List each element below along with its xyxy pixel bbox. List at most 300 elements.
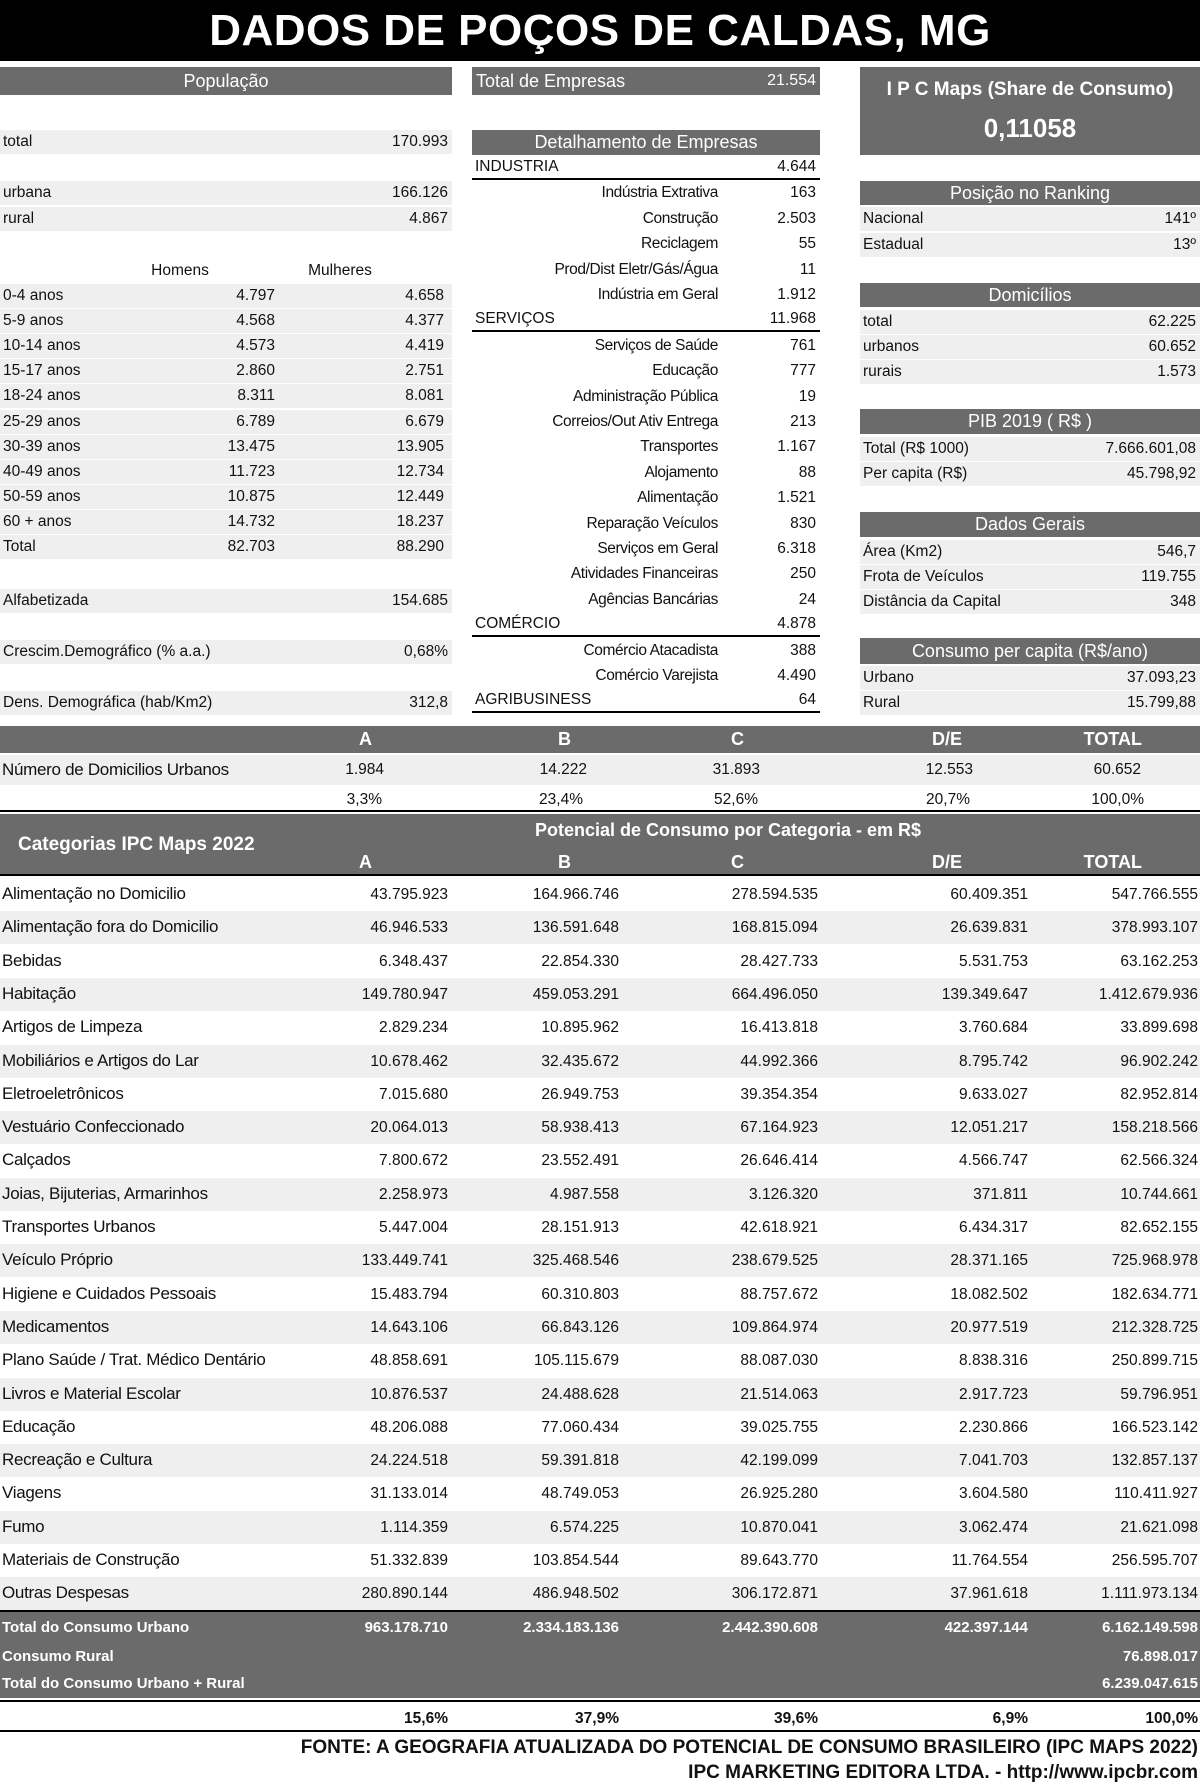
empresa-value: 4.644 bbox=[777, 158, 816, 175]
cat-val-c: 28.427.733 bbox=[740, 953, 818, 970]
domicilios-header: Domicílios bbox=[860, 283, 1200, 307]
faixa-label: 18-24 anos bbox=[3, 387, 81, 404]
empresa-row bbox=[472, 664, 820, 688]
categorias-title: Categorias IPC Maps 2022 bbox=[18, 834, 255, 855]
empresa-label: AGRIBUSINESS bbox=[475, 691, 592, 708]
total-geral-value: 6.239.047.615 bbox=[1102, 1675, 1198, 1692]
categoria-row bbox=[0, 911, 1200, 944]
faixa-label: 5-9 anos bbox=[3, 312, 64, 329]
empresa-row bbox=[472, 410, 820, 434]
pop-rural-value: 4.867 bbox=[409, 210, 448, 227]
pop-gender-header bbox=[0, 259, 452, 283]
empresa-label: Alimentação bbox=[637, 489, 718, 506]
cat-val-de: 7.041.703 bbox=[959, 1452, 1028, 1469]
faixa-row bbox=[0, 485, 452, 509]
categoria-row bbox=[0, 878, 1200, 911]
faixa-label: 60 + anos bbox=[3, 513, 72, 530]
domicilios-classes-header bbox=[0, 726, 1200, 753]
cat-val-de: 12.051.217 bbox=[950, 1119, 1028, 1136]
categoria-row bbox=[0, 1011, 1200, 1044]
cat-val-a: 7.015.680 bbox=[379, 1086, 448, 1103]
cat-val-de: 3.760.684 bbox=[959, 1019, 1028, 1036]
categoria-name: Recreação e Cultura bbox=[2, 1450, 153, 1469]
cat-val-total: 21.621.098 bbox=[1120, 1519, 1198, 1536]
faixa-label: 15-17 anos bbox=[3, 362, 81, 379]
empresa-value: 24 bbox=[798, 591, 816, 608]
faixa-homens: 4.568 bbox=[236, 312, 275, 329]
empresa-section-row bbox=[472, 308, 820, 332]
faixa-homens: 82.703 bbox=[227, 538, 275, 555]
total-urbano-b: 2.334.183.136 bbox=[523, 1619, 619, 1636]
cat-val-a: 280.890.144 bbox=[361, 1585, 448, 1602]
cat-val-c: 88.757.672 bbox=[740, 1286, 818, 1303]
domicilios-pct-row bbox=[0, 787, 1200, 812]
total-empresas-value: 21.554 bbox=[767, 72, 816, 89]
dom-col-a: A bbox=[359, 729, 372, 749]
frota-row bbox=[860, 565, 1200, 589]
pct-a: 15,6% bbox=[404, 1710, 448, 1727]
empresa-value: 4.878 bbox=[777, 615, 816, 632]
cat-val-b: 164.966.746 bbox=[532, 886, 619, 903]
categoria-row bbox=[0, 1511, 1200, 1544]
potencial-title: Potencial de Consumo por Categoria - em R$ bbox=[535, 820, 922, 840]
empresa-value: 761 bbox=[790, 337, 816, 354]
pop-rural-row bbox=[0, 207, 452, 231]
fonte-line-1: FONTE: A GEOGRAFIA ATUALIZADA DO POTENCIAL DE CONSUMO BRASILEIRO (IPC MAPS 2022) bbox=[300, 1737, 1198, 1758]
cat-val-a: 43.795.923 bbox=[370, 886, 448, 903]
dom-val-b: 14.222 bbox=[539, 761, 587, 778]
faixa-homens: 8.311 bbox=[237, 387, 275, 404]
consumo-pc-header: Consumo per capita (R$/ano) bbox=[860, 638, 1200, 664]
faixa-row bbox=[0, 384, 452, 408]
faixa-label: 50-59 anos bbox=[3, 488, 81, 505]
faixa-mulheres: 4.377 bbox=[405, 312, 444, 329]
cat-val-b: 77.060.434 bbox=[541, 1419, 619, 1436]
cat-val-total: 132.857.137 bbox=[1111, 1452, 1198, 1469]
dom-pct-total: 100,0% bbox=[1091, 791, 1144, 808]
categoria-row bbox=[0, 1078, 1200, 1111]
categoria-name: Vestuário Confeccionado bbox=[2, 1117, 185, 1136]
cat-val-b: 486.948.502 bbox=[532, 1585, 619, 1602]
empresa-label: Comércio Varejista bbox=[595, 667, 718, 684]
cat-val-de: 2.917.723 bbox=[959, 1386, 1028, 1403]
empresa-row bbox=[472, 562, 820, 586]
dom-col-c: C bbox=[731, 729, 744, 749]
dens-label: Dens. Demográfica (hab/Km2) bbox=[3, 694, 213, 711]
faixa-homens: 4.573 bbox=[236, 337, 275, 354]
dom-col-de: D/E bbox=[931, 729, 962, 749]
populacao-header: População bbox=[0, 67, 452, 95]
ranking-nacional-value: 141º bbox=[1164, 210, 1196, 227]
empresa-value: 1.167 bbox=[777, 438, 816, 455]
cat-col-a: A bbox=[359, 852, 372, 872]
cat-val-a: 1.114.359 bbox=[380, 1519, 448, 1536]
categoria-name: Habitação bbox=[2, 984, 76, 1003]
faixa-mulheres: 12.734 bbox=[396, 463, 444, 480]
cat-val-de: 9.633.027 bbox=[959, 1086, 1028, 1103]
pop-rural-label: rural bbox=[3, 210, 35, 227]
faixa-mulheres: 18.237 bbox=[396, 513, 444, 530]
ipc-share-label: I P C Maps (Share de Consumo) bbox=[886, 78, 1174, 100]
pop-total-label: total bbox=[3, 133, 33, 150]
dom-urb-value: 60.652 bbox=[1148, 338, 1196, 355]
faixa-homens: 4.797 bbox=[236, 287, 275, 304]
cat-val-c: 109.864.974 bbox=[731, 1319, 818, 1336]
cat-col-c: C bbox=[731, 852, 744, 872]
empresa-section-row bbox=[472, 613, 820, 637]
alfab-row bbox=[0, 589, 452, 613]
cat-val-c: 3.126.320 bbox=[749, 1186, 818, 1203]
cat-val-total: 158.218.566 bbox=[1111, 1119, 1198, 1136]
empresa-label: Educação bbox=[652, 362, 718, 379]
cat-val-de: 3.604.580 bbox=[959, 1485, 1028, 1502]
dom-col-total: TOTAL bbox=[1083, 729, 1142, 749]
cat-val-a: 48.206.088 bbox=[370, 1419, 448, 1436]
faixa-label: 0-4 anos bbox=[3, 287, 64, 304]
cat-val-c: 26.646.414 bbox=[740, 1152, 818, 1169]
totais-block bbox=[0, 1610, 1200, 1698]
empresa-value: 19 bbox=[798, 388, 816, 405]
categoria-name: Joias, Bijuterias, Armarinhos bbox=[2, 1184, 208, 1203]
cat-val-total: 378.993.107 bbox=[1111, 919, 1198, 936]
categoria-row bbox=[0, 1111, 1200, 1144]
total-urbano-a: 963.178.710 bbox=[364, 1619, 448, 1636]
dom-val-de: 12.553 bbox=[925, 761, 973, 778]
categoria-name: Higiene e Cuidados Pessoais bbox=[2, 1284, 216, 1303]
pct-de: 6,9% bbox=[992, 1710, 1028, 1727]
cat-val-total: 250.899.715 bbox=[1111, 1352, 1198, 1369]
faixa-row bbox=[0, 410, 452, 434]
cat-val-b: 325.468.546 bbox=[532, 1252, 619, 1269]
faixa-mulheres: 88.290 bbox=[396, 538, 444, 555]
cat-val-total: 166.523.142 bbox=[1111, 1419, 1198, 1436]
pib-total-value: 7.666.601,08 bbox=[1105, 440, 1196, 457]
cat-val-b: 136.591.648 bbox=[532, 919, 619, 936]
cat-val-c: 67.164.923 bbox=[740, 1119, 818, 1136]
categoria-name: Outras Despesas bbox=[2, 1583, 129, 1602]
cat-val-c: 16.413.818 bbox=[740, 1019, 818, 1036]
cat-val-a: 20.064.013 bbox=[370, 1119, 448, 1136]
categoria-row bbox=[0, 1411, 1200, 1444]
categoria-row bbox=[0, 1544, 1200, 1577]
empresa-value: 2.503 bbox=[777, 210, 816, 227]
cat-val-c: 21.514.063 bbox=[740, 1386, 818, 1403]
cat-val-de: 18.082.502 bbox=[950, 1286, 1028, 1303]
area-value: 546,7 bbox=[1157, 543, 1196, 560]
categoria-row bbox=[0, 1444, 1200, 1477]
categoria-row bbox=[0, 1344, 1200, 1377]
empresa-row bbox=[472, 283, 820, 307]
pct-consumo-row bbox=[0, 1700, 1200, 1732]
categoria-name: Mobiliários e Artigos do Lar bbox=[2, 1051, 199, 1070]
cat-val-c: 39.025.755 bbox=[740, 1419, 818, 1436]
empresa-value: 6.318 bbox=[777, 540, 816, 557]
categoria-name: Alimentação fora do Domicilio bbox=[2, 917, 219, 936]
cat-val-a: 2.829.234 bbox=[379, 1019, 448, 1036]
cat-val-c: 39.354.354 bbox=[740, 1086, 818, 1103]
pct-total: 100,0% bbox=[1145, 1710, 1198, 1727]
empresa-value: 11 bbox=[799, 261, 816, 278]
cat-val-b: 58.938.413 bbox=[541, 1119, 619, 1136]
categoria-row bbox=[0, 1311, 1200, 1344]
pib-pc-value: 45.798,92 bbox=[1127, 465, 1196, 482]
ranking-nacional-row bbox=[860, 207, 1200, 231]
domicilios-urbanos-label: Número de Domicilios Urbanos bbox=[2, 760, 229, 779]
faixa-row bbox=[0, 309, 452, 333]
categoria-name: Alimentação no Domicilio bbox=[2, 884, 186, 903]
categoria-row bbox=[0, 1244, 1200, 1277]
categoria-row bbox=[0, 1178, 1200, 1211]
empresa-row bbox=[472, 258, 820, 282]
empresa-value: 388 bbox=[790, 642, 816, 659]
cat-val-a: 31.133.014 bbox=[370, 1485, 448, 1502]
cat-val-de: 11.764.554 bbox=[951, 1552, 1028, 1569]
faixa-mulheres: 8.081 bbox=[405, 387, 444, 404]
ranking-nacional-label: Nacional bbox=[863, 210, 924, 227]
categoria-name: Veículo Próprio bbox=[2, 1250, 113, 1269]
faixa-row bbox=[0, 284, 452, 308]
categoria-name: Calçados bbox=[2, 1150, 71, 1169]
cat-val-de: 8.838.316 bbox=[959, 1352, 1028, 1369]
dom-total-label: total bbox=[863, 313, 893, 330]
total-urbano-total: 6.162.149.598 bbox=[1102, 1619, 1198, 1636]
pib-pc-label: Per capita (R$) bbox=[863, 465, 968, 482]
cat-val-a: 10.678.462 bbox=[370, 1053, 448, 1070]
empresa-label: Reciclagem bbox=[641, 235, 718, 252]
pop-total-value: 170.993 bbox=[391, 133, 448, 150]
domicilios-urbanos-row bbox=[0, 755, 1200, 785]
faixa-row bbox=[0, 510, 452, 534]
cat-val-de: 3.062.474 bbox=[959, 1519, 1028, 1536]
cat-val-c: 89.643.770 bbox=[740, 1552, 818, 1569]
empresa-label: Reparação Veículos bbox=[586, 515, 718, 532]
empresa-label: Alojamento bbox=[644, 464, 718, 481]
categoria-name: Medicamentos bbox=[2, 1317, 109, 1336]
cat-val-total: 10.744.661 bbox=[1120, 1186, 1198, 1203]
cat-val-de: 4.566.747 bbox=[959, 1152, 1028, 1169]
faixa-mulheres: 2.751 bbox=[405, 362, 444, 379]
faixa-homens: 2.860 bbox=[236, 362, 275, 379]
cat-val-c: 238.679.525 bbox=[731, 1252, 818, 1269]
cat-val-b: 103.854.544 bbox=[532, 1552, 619, 1569]
cresc-label: Crescim.Demográfico (% a.a.) bbox=[3, 643, 211, 660]
cons-rural-row bbox=[860, 691, 1200, 715]
cat-val-total: 256.595.707 bbox=[1111, 1552, 1198, 1569]
cat-val-total: 182.634.771 bbox=[1111, 1286, 1198, 1303]
dom-total-row bbox=[860, 310, 1200, 334]
dom-rur-row bbox=[860, 360, 1200, 384]
empresa-row bbox=[472, 461, 820, 485]
mulheres-label: Mulheres bbox=[308, 262, 372, 279]
empresa-value: 1.912 bbox=[777, 286, 816, 303]
empresa-value: 250 bbox=[790, 565, 816, 582]
categoria-name: Viagens bbox=[2, 1483, 62, 1502]
categoria-name: Eletroeletrônicos bbox=[2, 1084, 124, 1103]
cat-val-a: 5.447.004 bbox=[379, 1219, 448, 1236]
ranking-estadual-row bbox=[860, 233, 1200, 257]
cons-rural-value: 15.799,88 bbox=[1127, 694, 1196, 711]
dom-val-total: 60.652 bbox=[1093, 761, 1141, 778]
empresa-label: Atividades Financeiras bbox=[570, 565, 718, 582]
cat-val-a: 2.258.973 bbox=[379, 1186, 448, 1203]
pct-c: 39,6% bbox=[774, 1710, 818, 1727]
categorias-header bbox=[0, 814, 1200, 876]
empresa-label: Prod/Dist Eletr/Gás/Água bbox=[554, 261, 718, 278]
cat-col-de: D/E bbox=[931, 852, 962, 872]
faixa-mulheres: 6.679 bbox=[405, 413, 444, 430]
total-geral-label: Total do Consumo Urbano + Rural bbox=[2, 1675, 245, 1692]
cat-val-de: 371.811 bbox=[973, 1186, 1028, 1203]
categoria-row bbox=[0, 1278, 1200, 1311]
cons-urbano-row bbox=[860, 666, 1200, 690]
cat-val-de: 20.977.519 bbox=[950, 1319, 1028, 1336]
ranking-estadual-value: 13º bbox=[1173, 236, 1196, 253]
faixa-homens: 10.875 bbox=[227, 488, 275, 505]
cat-val-de: 60.409.351 bbox=[950, 886, 1028, 903]
total-empresas-header bbox=[472, 67, 820, 95]
dist-row bbox=[860, 590, 1200, 614]
cat-val-a: 10.876.537 bbox=[370, 1386, 448, 1403]
cons-urbano-label: Urbano bbox=[863, 669, 914, 686]
cresc-value: 0,68% bbox=[404, 643, 448, 660]
empresa-label: Comércio Atacadista bbox=[583, 642, 718, 659]
empresa-row bbox=[472, 385, 820, 409]
empresa-label: Transportes bbox=[640, 438, 718, 455]
empresa-value: 4.490 bbox=[777, 667, 816, 684]
empresa-label: Serviços de Saúde bbox=[594, 337, 718, 354]
frota-value: 119.755 bbox=[1141, 568, 1196, 585]
faixa-mulheres: 4.419 bbox=[405, 337, 444, 354]
empresa-value: 88 bbox=[798, 464, 816, 481]
cat-val-c: 10.870.041 bbox=[740, 1519, 818, 1536]
categoria-name: Fumo bbox=[2, 1517, 45, 1536]
dom-urb-row bbox=[860, 335, 1200, 359]
cat-val-b: 4.987.558 bbox=[550, 1186, 619, 1203]
faixa-row bbox=[0, 535, 452, 559]
cat-val-a: 14.643.106 bbox=[370, 1319, 448, 1336]
cat-val-de: 37.961.618 bbox=[950, 1585, 1028, 1602]
ipc-share-box bbox=[860, 67, 1200, 155]
categoria-name: Bebidas bbox=[2, 951, 62, 970]
empresa-value: 1.521 bbox=[777, 489, 816, 506]
cat-val-b: 26.949.753 bbox=[541, 1086, 619, 1103]
empresa-row bbox=[472, 537, 820, 561]
cat-val-c: 278.594.535 bbox=[731, 886, 818, 903]
cat-val-de: 28.371.165 bbox=[950, 1252, 1028, 1269]
faixa-row bbox=[0, 460, 452, 484]
empresa-row bbox=[472, 512, 820, 536]
cat-val-c: 42.618.921 bbox=[740, 1219, 818, 1236]
categoria-name: Materiais de Construção bbox=[2, 1550, 180, 1569]
total-urbano-c: 2.442.390.608 bbox=[722, 1619, 818, 1636]
page-title: DADOS DE POÇOS DE CALDAS, MG bbox=[0, 0, 1200, 61]
empresa-label: INDUSTRIA bbox=[475, 158, 559, 175]
faixa-row bbox=[0, 359, 452, 383]
dom-rur-label: rurais bbox=[863, 363, 902, 380]
faixa-label: 30-39 anos bbox=[3, 438, 81, 455]
cat-val-c: 44.992.366 bbox=[740, 1053, 818, 1070]
cons-urbano-value: 37.093,23 bbox=[1127, 669, 1196, 686]
faixa-mulheres: 13.905 bbox=[396, 438, 444, 455]
cat-val-total: 59.796.951 bbox=[1120, 1386, 1198, 1403]
cat-val-b: 6.574.225 bbox=[550, 1519, 619, 1536]
categoria-name: Educação bbox=[2, 1417, 76, 1436]
cat-val-a: 133.449.741 bbox=[361, 1252, 448, 1269]
dist-label: Distância da Capital bbox=[863, 593, 1001, 610]
dom-total-value: 62.225 bbox=[1148, 313, 1196, 330]
cat-val-de: 2.230.866 bbox=[959, 1419, 1028, 1436]
faixa-homens: 14.732 bbox=[227, 513, 275, 530]
cresc-row bbox=[0, 640, 452, 664]
empresa-label: SERVIÇOS bbox=[475, 310, 555, 327]
empresa-value: 213 bbox=[790, 413, 816, 430]
dom-val-c: 31.893 bbox=[712, 761, 760, 778]
categoria-row bbox=[0, 945, 1200, 978]
cat-col-total: TOTAL bbox=[1083, 852, 1142, 872]
alfab-label: Alfabetizada bbox=[3, 592, 89, 609]
cat-val-b: 105.115.679 bbox=[533, 1352, 619, 1369]
pop-total-row bbox=[0, 130, 452, 154]
empresa-row bbox=[472, 207, 820, 231]
cat-val-total: 33.899.698 bbox=[1120, 1019, 1198, 1036]
cat-val-b: 459.053.291 bbox=[532, 986, 619, 1003]
dom-val-a: 1.984 bbox=[345, 761, 384, 778]
consumo-rural-label: Consumo Rural bbox=[2, 1648, 114, 1665]
total-urbano-label: Total do Consumo Urbano bbox=[2, 1619, 190, 1636]
cat-val-de: 8.795.742 bbox=[959, 1053, 1028, 1070]
cat-val-de: 5.531.753 bbox=[959, 953, 1028, 970]
empresa-label: Correios/Out Ativ Entrega bbox=[552, 413, 718, 430]
empresa-value: 64 bbox=[798, 691, 816, 708]
cat-val-c: 42.199.099 bbox=[740, 1452, 818, 1469]
cat-col-b: B bbox=[558, 852, 571, 872]
cat-val-total: 1.111.973.134 bbox=[1101, 1585, 1198, 1602]
cat-val-total: 96.902.242 bbox=[1120, 1053, 1198, 1070]
empresa-value: 55 bbox=[798, 235, 816, 252]
cat-val-de: 139.349.647 bbox=[941, 986, 1028, 1003]
cat-val-total: 62.566.324 bbox=[1120, 1152, 1198, 1169]
empresa-row bbox=[472, 232, 820, 256]
cat-val-a: 24.224.518 bbox=[370, 1452, 448, 1469]
cat-val-c: 168.815.094 bbox=[731, 919, 818, 936]
homens-label: Homens bbox=[151, 262, 209, 279]
area-row bbox=[860, 540, 1200, 564]
cat-val-a: 46.946.533 bbox=[370, 919, 448, 936]
total-urbano-de: 422.397.144 bbox=[944, 1619, 1028, 1636]
dom-pct-b: 23,4% bbox=[539, 791, 583, 808]
empresa-row bbox=[472, 359, 820, 383]
empresa-label: Indústria Extrativa bbox=[601, 184, 718, 201]
faixa-row bbox=[0, 334, 452, 358]
fonte-line-2: IPC MARKETING EDITORA LTDA. - http://www.ipcbr.com bbox=[688, 1762, 1198, 1783]
cat-val-c: 26.925.280 bbox=[740, 1485, 818, 1502]
faixa-homens: 11.723 bbox=[228, 463, 275, 480]
pib-header: PIB 2019 ( R$ ) bbox=[860, 409, 1200, 434]
frota-label: Frota de Veículos bbox=[863, 568, 984, 585]
faixa-mulheres: 12.449 bbox=[396, 488, 444, 505]
dom-pct-a: 3,3% bbox=[346, 791, 382, 808]
dom-pct-c: 52,6% bbox=[714, 791, 758, 808]
empresa-label: COMÉRCIO bbox=[475, 615, 561, 632]
cat-val-b: 22.854.330 bbox=[541, 953, 619, 970]
categoria-row bbox=[0, 1378, 1200, 1411]
faixa-homens: 13.475 bbox=[227, 438, 275, 455]
faixa-label: 25-29 anos bbox=[3, 413, 81, 430]
empresa-row bbox=[472, 588, 820, 612]
cat-val-a: 149.780.947 bbox=[361, 986, 448, 1003]
cat-val-b: 23.552.491 bbox=[541, 1152, 619, 1169]
categoria-row bbox=[0, 1045, 1200, 1078]
